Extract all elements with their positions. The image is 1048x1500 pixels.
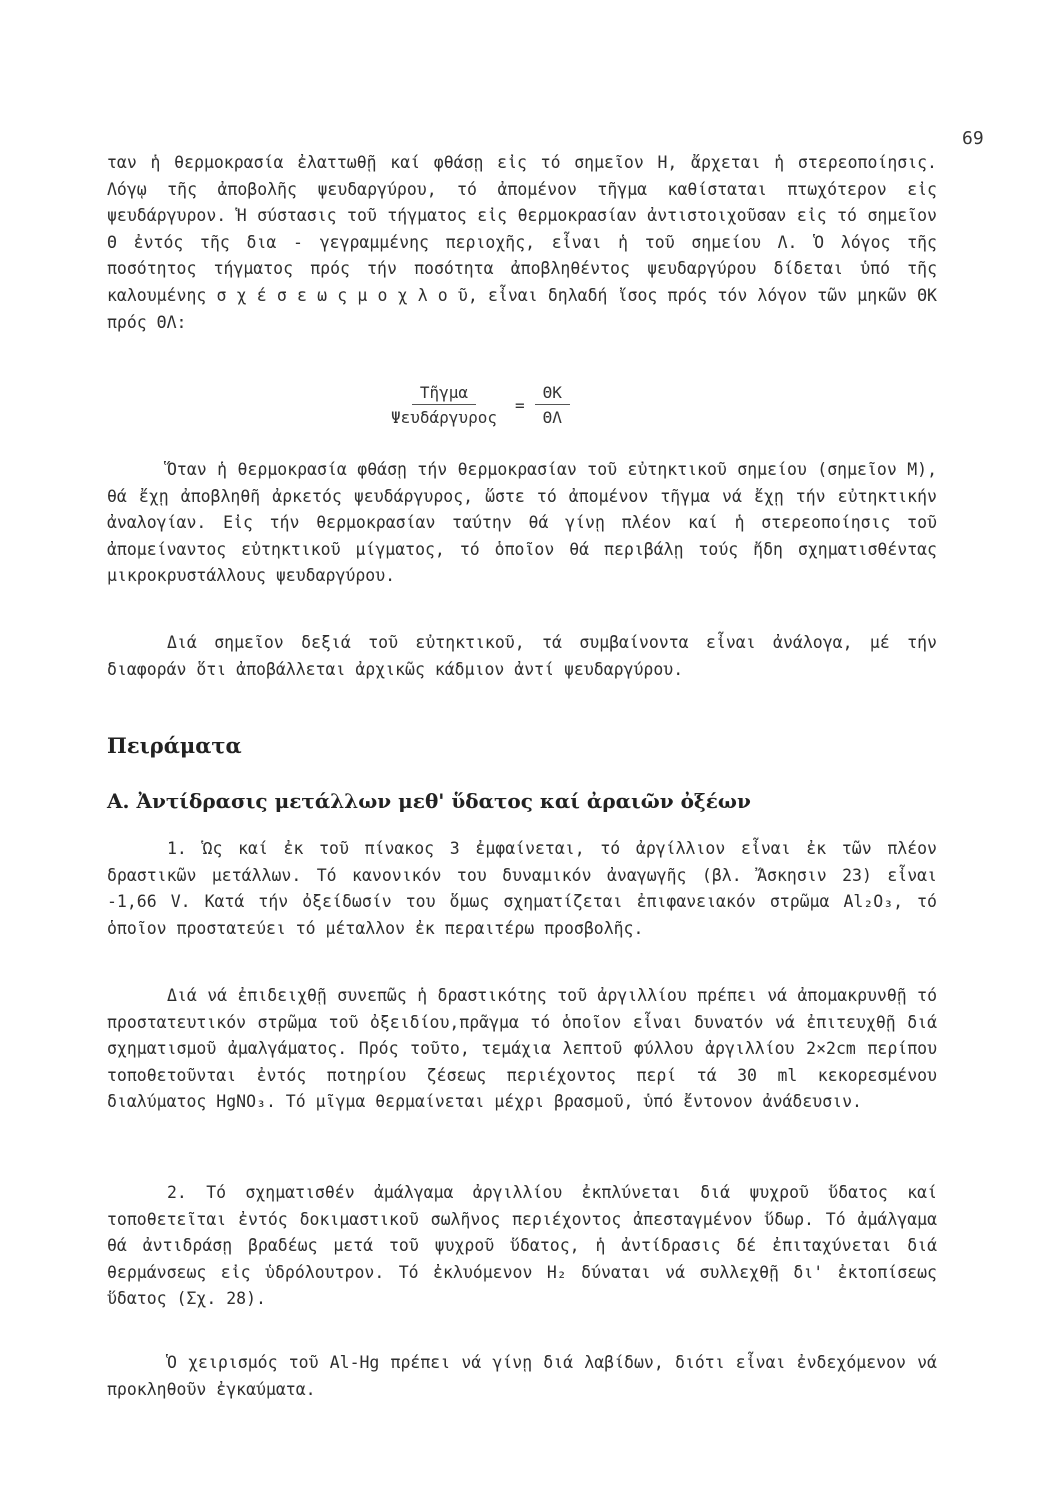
experiment-block-1 [107, 836, 937, 942]
experiment-paragraph-1: 1. Ὡς καί ἐκ τοῦ πίνακος 3 ἐμφαίνεται, τό ἀργίλλιον εἶναι ἐκ τῶν πλέον δραστικῶν μετάλλων. Τό κανονικόν του δυναμικόν ἀναγωγῆς (βλ. Ἄσκησιν 23) εἶναι -1,66 V. Κατά τήν ὀξείδωσίν του ὅμως σχηματίζεται ἐπιφανειακόν στρῶμα Al₂O₃, τό ὁποῖον προστατεύει τό μέταλλον ἐκ περαιτέρω προσβολῆς. [107, 839, 937, 938]
denominator-left: Ψευδάργυρος [391, 408, 497, 427]
fraction-right [535, 383, 570, 427]
fraction-left [383, 383, 505, 427]
body-paragraph-2: Διά σημεῖον δεξιά τοῦ εὐτηκτικοῦ, τά συμβαίνοντα εἶναι ἀνάλογα, μέ τήν διαφοράν ὅτι ἀποβάλλεται ἀρχικῶς κάδμιον ἀντί ψευδαργύρου. [107, 633, 937, 679]
intro-paragraph: ταν ἡ θερμοκρασία ἐλαττωθῇ καί φθάσῃ εἰς τό σημεῖον Η, ἄρχεται ἡ στερεοποίησις. Λόγῳ τῆς ἀποβολῆς ψευδαργύρου, τό ἀπομένον τῆγμα καθίσταται πτωχότερον εἰς ψευδάργυρον. Ἡ σύστασις τοῦ τήγματος εἰς θερμοκρασίαν ἀντιστοιχοῦσαν εἰς τό σημεῖον Θ ἐντός τῆς δια - γεγραμμένης περιοχῆς, εἶναι ἡ τοῦ σημείου Λ. Ὁ λόγος τῆς ποσότητος τήγματος πρός τήν ποσότητα ἀποβληθέντος ψευδαργύρου δίδεται ὑπό τῆς καλουμένης σ χ έ σ ε ω ς μ ο χ λ ο ῦ, εἶναι δηλαδή ἴσος πρός τόν λόγον τῶν μηκῶν ΘΚ πρός ΘΛ: [107, 153, 937, 332]
experiment-block-3 [107, 1180, 937, 1313]
experiment-block-4 [107, 1350, 937, 1403]
denominator-right: ΘΛ [542, 408, 562, 427]
lever-rule-formula [383, 383, 570, 427]
body-block-1 [107, 457, 937, 590]
experiment-paragraph-4: Ὁ χειρισμός τοῦ Al-Hg πρέπει νά γίνῃ διά λαβίδων, διότι εἶναι ἐνδεχόμενον νά προκληθοῦν ἐγκαύματα. [107, 1353, 937, 1399]
page-number: 69 [962, 128, 984, 149]
intro-block [107, 150, 937, 336]
subsection-heading: Α. Ἀντίδρασις μετάλλων μεθ' ὕδατος καί ἀραιῶν ὀξέων [107, 789, 751, 813]
experiment-paragraph-3: 2. Τό σχηματισθέν ἀμάλγαμα ἀργιλλίου ἐκπλύνεται διά ψυχροῦ ὕδατος καί τοποθετεῖται ἐντός δοκιμαστικοῦ σωλῆνος περιέχοντος ἀπεσταγμένον ὕδωρ. Τό ἀμάλγαμα θά ἀντιδράσῃ βραδέως μετά τοῦ ψυχροῦ ὕδατος, ἡ ἀντίδρασις δέ ἐπιταχύνεται διά θερμάνσεως εἰς ὑδρόλουτρον. Τό ἐκλυόμενον H₂ δύναται νά συλλεχθῇ δι' ἐκτοπίσεως ὕδατος (Σχ. 28). [107, 1183, 937, 1309]
body-paragraph-1: Ὅταν ἡ θερμοκρασία φθάσῃ τήν θερμοκρασίαν τοῦ εὐτηκτικοῦ σημείου (σημεῖον Μ), θά ἔχῃ ἀποβληθῆ ἀρκετός ψευδάργυρος, ὥστε τό ἀπομένον τῆγμα νά ἔχῃ τήν εὐτηκτικήν ἀναλογίαν. Εἰς τήν θερμοκρασίαν ταύτην θά γίνῃ πλέον καί ἡ στερεοποίησις τοῦ ἀπομείναντος εὐτηκτικοῦ μίγματος, τό ὁποῖον θά περιβάλῃ τούς ἤδη σχηματισθέντας μικροκρυστάλλους ψευδαργύρου. [107, 460, 937, 586]
numerator-right: ΘΚ [535, 383, 570, 405]
body-block-2 [107, 630, 937, 683]
section-heading: Πειράματα [107, 733, 242, 758]
experiment-paragraph-2: Διά νά ἐπιδειχθῇ συνεπῶς ἡ δραστικότης τοῦ ἀργιλλίου πρέπει νά ἀπομακρυνθῇ τό προστατευτικόν στρῶμα τοῦ ὀξειδίου,πρᾶγμα τό ὁποῖον εἶναι δυνατόν νά ἐπιτευχθῇ διά σχηματισμοῦ ἀμαλγάματος. Πρός τοῦτο, τεμάχια λεπτοῦ φύλλου ἀργιλλίου 2×2cm περίπου τοποθετοῦνται ἐντός ποτηρίου ζέσεως περιέχοντος περί τά 30 ml κεκορεσμένου διαλύματος HgNO₃. Τό μῖγμα θερμαίνεται μέχρι βρασμοῦ, ὑπό ἔντονον ἀνάδευσιν. [107, 986, 937, 1112]
numerator-left: Τῆγμα [412, 383, 476, 405]
equals-sign: = [514, 395, 525, 415]
experiment-block-2 [107, 983, 937, 1116]
